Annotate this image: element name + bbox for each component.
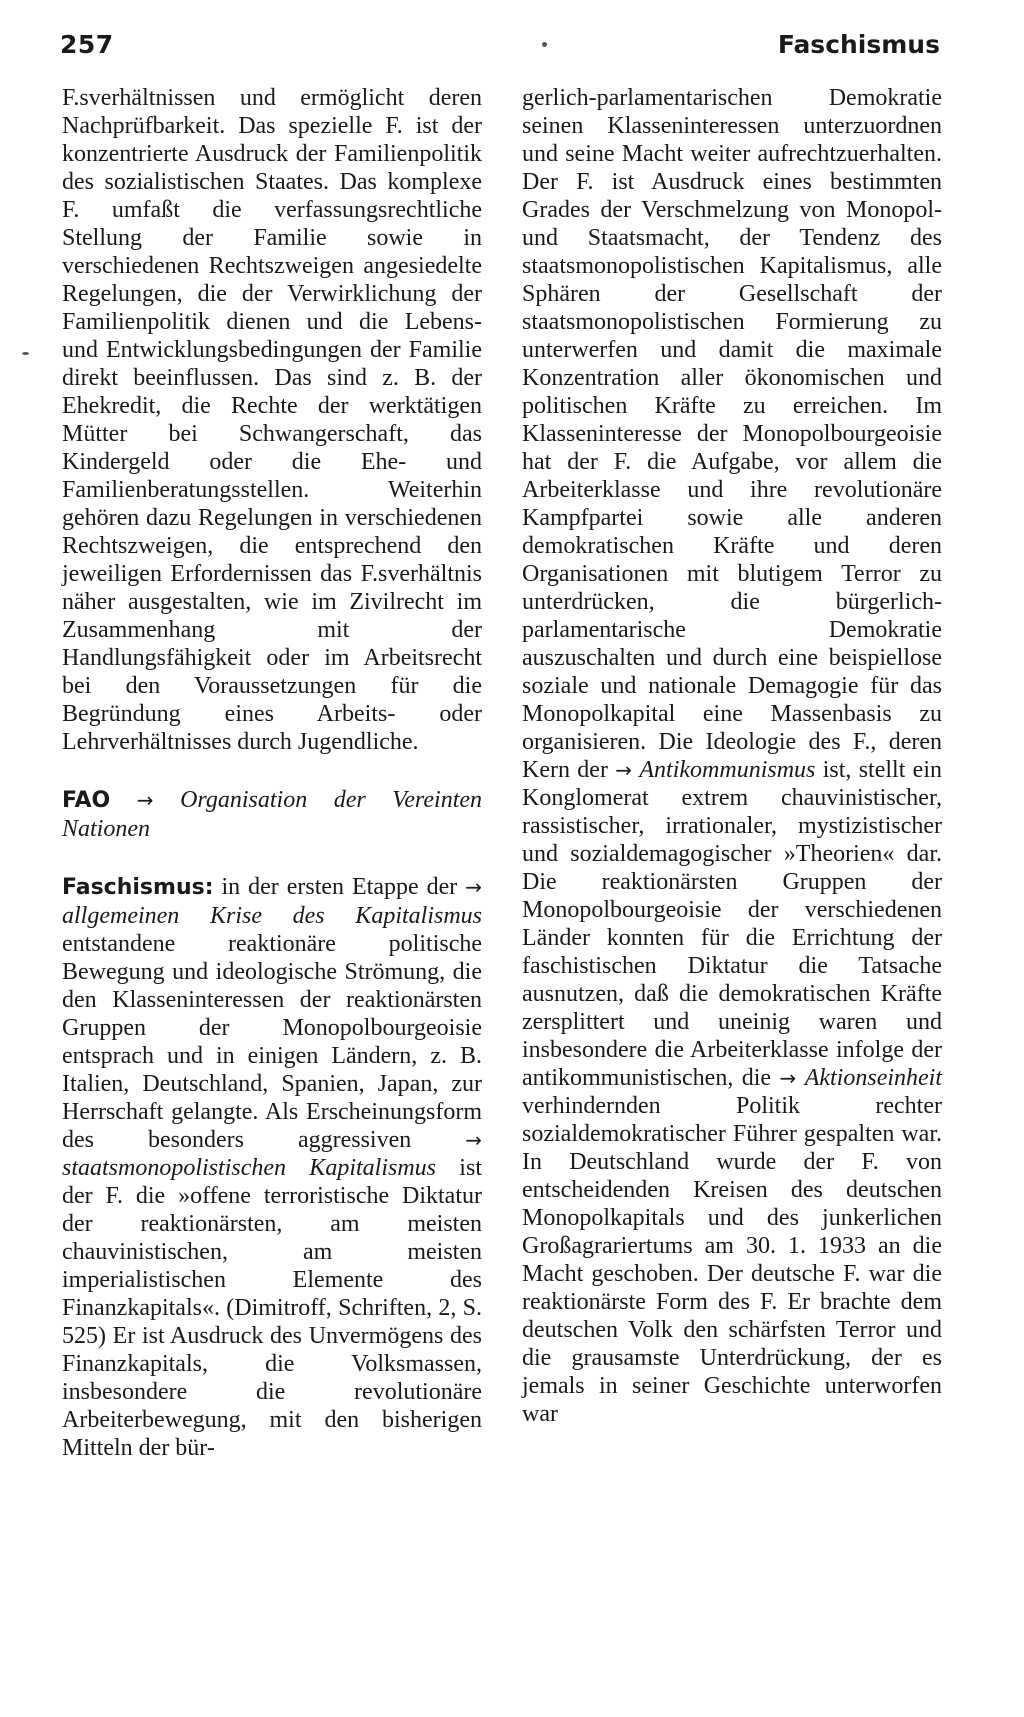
entry-faschismus [62,873,482,1462]
page-number: 257 [60,30,114,59]
right-column [522,84,942,1428]
continuation-paragraph [62,84,482,756]
entry-keyword-faschismus: Faschismus: [62,875,214,900]
left-column [62,84,482,1462]
scan-mark [542,42,547,47]
entry-text: ist der F. die »offene terroristische Diktatur der reaktionärsten, am meisten chauvinistischen, am meisten imperialistischen Elemente des Finanzkapitals«. (Dimitroff, Schriften, 2, S. 525) Er ist Ausdruck des Unvermögens des Finanzkapitals, die Volksmassen, insbesondere die revolutionäre Arbeiterbewegung, mit den bisherigen Mitteln der bür- [62,1155,482,1461]
cross-reference-link[interactable]: Aktionseinheit [804,1065,942,1091]
entry-text: ist, stellt ein Konglomerat extrem chauvinistischer, rassistischer, irrationaler, mystizistischer und sozialdemagogischer »Theorien« dar. Die reaktionärsten Gruppen der Monopolbourgeoisie der verschiedenen Länder konnten für die Errichtung der faschistischen Diktatur die Tatsache ausnutzen, daß die demokratischen Kräfte zersplittert und uneinig waren und insbesondere die Arbeiterklasse infolge der antikommunistischen, die [522,757,943,1091]
cross-reference-link[interactable]: Antikommunismus [639,757,816,783]
entry-fao [62,786,482,843]
cross-reference-arrow-icon: → [136,788,154,812]
cross-reference-arrow-icon: → [465,1128,482,1152]
entry-text: in der ersten Etappe der [213,874,466,900]
cross-reference-link[interactable]: Organisation der Vereinten Nationen [62,787,483,842]
running-head: Faschismus [777,30,940,59]
entry-text: entstandene reaktionäre politische Bewegung und ideologische Strömung, die den Klasseninteressen der reaktionärsten Gruppen der Monopolbourgeoisie entsprach und in einigen Ländern, z. B. Italien, Deutschland, Spanien, Japan, zur Herrschaft gelangte. Als Erscheinungsform des besonders aggressiven [62,931,482,1153]
entry-text: verhindernden Politik rechter sozialdemokratischer Führer gespalten war. In Deutschland wurde der F. von entscheidenden Kreisen des deutschen Monopolkapitals und des junkerlichen Großagrariertums am 30. 1. 1933 an die Macht geschoben. Der deutsche F. war die reaktionärste Form des F. Er brachte dem deutschen Volk den schärfsten Terror und die grausamste Unterdrückung, der es jemals in seiner Geschichte unterworfen war [522,1093,942,1427]
cross-reference-link[interactable]: staatsmonopolistischen Kapitalismus [62,1155,436,1181]
scan-mark [22,352,29,355]
entry-continuation [522,84,942,1428]
cross-reference-arrow-icon: → [779,1066,797,1090]
cross-reference-link[interactable]: allgemeinen Krise des Kapitalismus [62,903,482,929]
cross-reference-arrow-icon: → [615,758,633,782]
continuation-text: F.sverhältnissen und ermöglicht deren Nachprüfbarkeit. Das spezielle F. ist der konzentrierte Ausdruck der Familienpolitik des sozialistischen Staates. Das komplexe F. umfaßt die verfassungsrechtliche Stellung der Familie sowie in verschiedenen Rechtszweigen angesiedelte Regelungen, die der Verwirklichung der Familienpolitik dienen und die Lebens- und Entwicklungsbedingungen der Familie direkt beeinflussen. Das sind z. B. der Ehekredit, die Rechte der werktätigen Mütter bei Schwangerschaft, das Kindergeld oder die Ehe- und Familienberatungsstellen. Weiterhin gehören dazu Regelungen in verschiedenen Rechtszweigen, die entsprechend den jeweiligen Erfordernissen das F.sverhältnis näher ausgestalten, wie im Zivilrecht im Zusammenhang mit der Handlungsfähigkeit oder im Arbeitsrecht bei den Voraussetzungen für die Begründung eines Arbeits- oder Lehrverhältnisses durch Jugendliche. [62,85,482,755]
cross-reference-arrow-icon: → [465,875,482,899]
entry-keyword-fao: FAO [62,788,111,813]
page-header [60,30,940,66]
entry-text: gerlich-parlamentarischen Demokratie seinen Klasseninteressen unterzuordnen und seine Macht weiter aufrechtzuerhalten. Der F. ist Ausdruck eines bestimmten Grades der Verschmelzung von Monopol- und Staatsmacht, der Tendenz des staatsmonopolistischen Kapitalismus, alle Sphären der Gesellschaft der staatsmonopolistischen Formierung zu unterwerfen und damit die maximale Konzentration aller ökonomischen und politischen Kräfte zu erreichen. Im Klasseninteresse der Monopolbourgeoisie hat der F. die Aufgabe, vor allem die Arbeiterklasse und ihre revolutionäre Kampfpartei sowie alle anderen demokratischen Kräfte und deren Organisationen mit blutigem Terror zu unterdrücken, die bürgerlich-parlamentarische Demokratie auszuschalten und durch eine beispiellose soziale und nationale Demagogie für das Monopolkapital eine Massenbasis zu organisieren. Die Ideologie des F., deren Kern der [522,85,942,783]
